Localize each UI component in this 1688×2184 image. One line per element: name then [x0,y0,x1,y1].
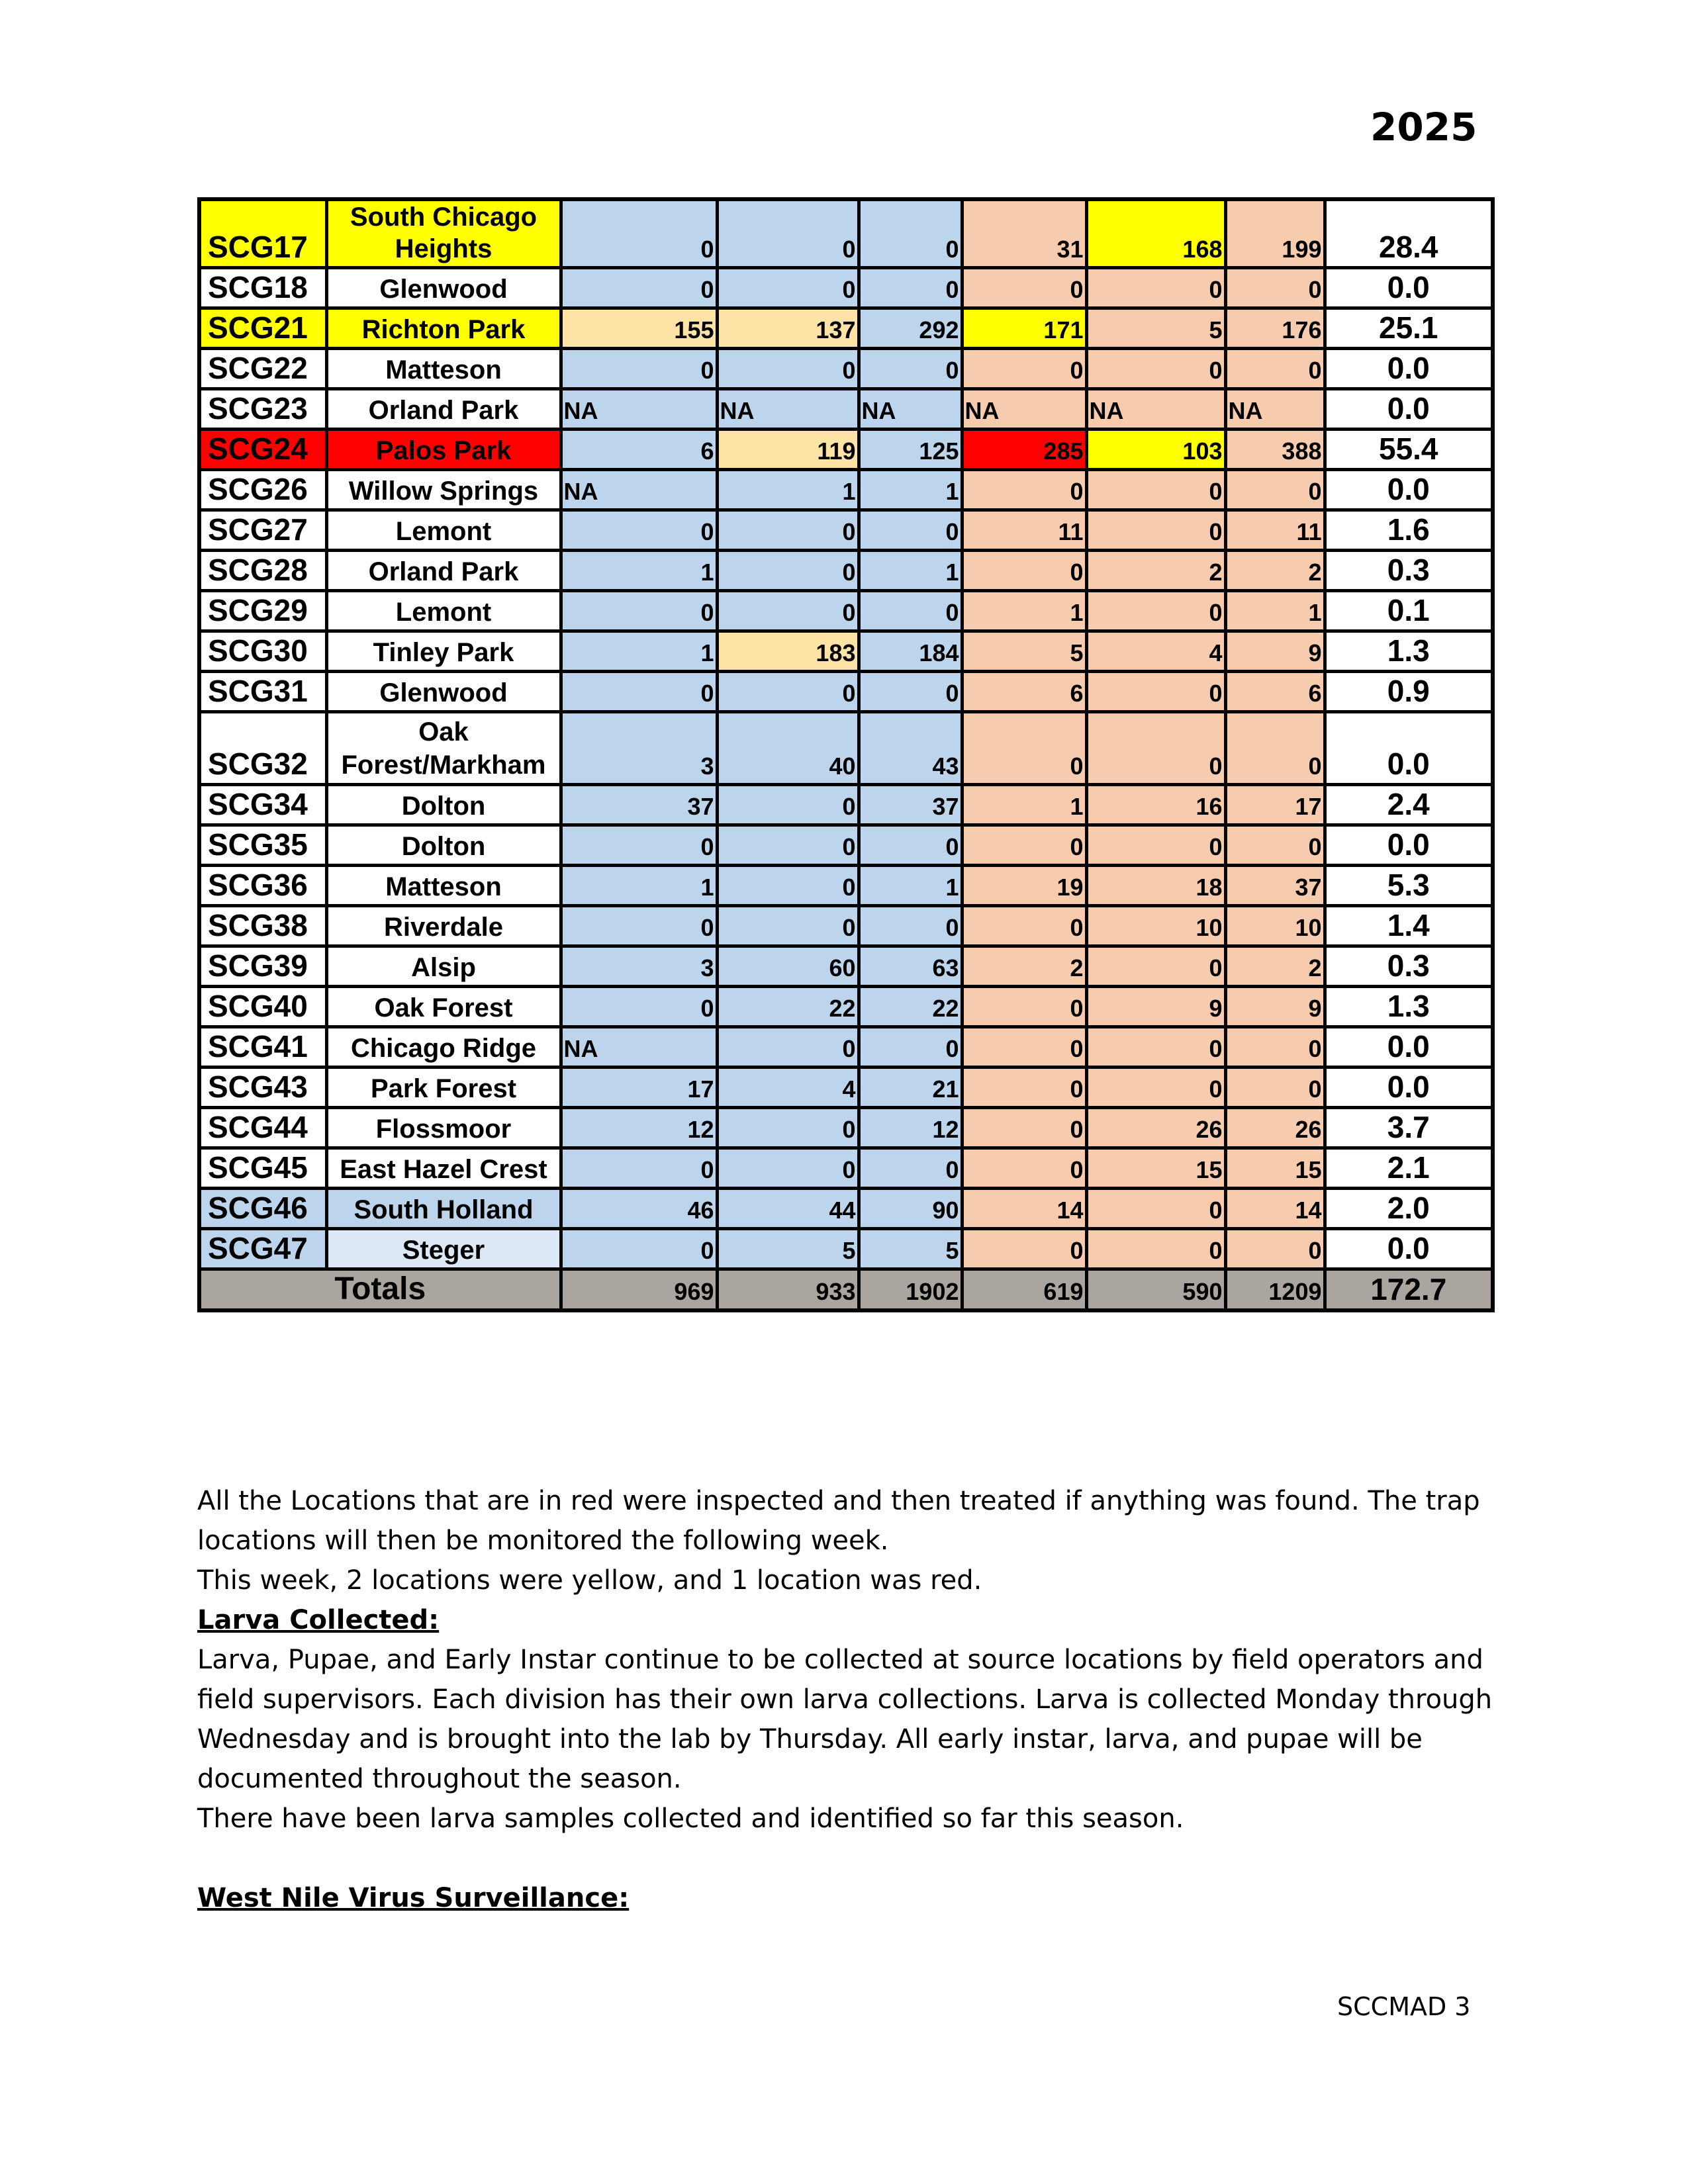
count-cell: 0 [717,551,859,591]
table-row [199,199,1493,268]
count-cell: 0 [859,1148,962,1189]
rate-cell: 1.3 [1325,987,1493,1027]
table-row [199,825,1493,866]
trap-code: SCG30 [199,631,326,672]
count-cell: 14 [1225,1189,1325,1229]
count-cell: 0 [1086,1229,1225,1269]
table-row [199,1148,1493,1189]
trap-location: Chicago Ridge [326,1027,561,1068]
count-cell: 31 [962,199,1086,268]
count-cell: 0 [561,510,717,551]
count-cell: 21 [859,1068,962,1108]
count-cell: 1 [717,470,859,510]
count-cell: 0 [717,825,859,866]
count-cell: 103 [1086,430,1225,470]
trap-code: SCG35 [199,825,326,866]
count-cell: 1 [859,551,962,591]
count-cell: 0 [1086,470,1225,510]
count-cell: NA [561,1027,717,1068]
total-cell: 619 [962,1269,1086,1311]
count-cell: 0 [717,510,859,551]
count-cell: 0 [1086,825,1225,866]
count-cell: 0 [859,349,962,389]
count-cell: 0 [561,825,717,866]
count-cell: 37 [859,785,962,825]
trap-location: South Chicago Heights [326,199,561,268]
rate-cell: 0.3 [1325,551,1493,591]
count-cell: 0 [561,906,717,946]
table-row [199,349,1493,389]
count-cell: 0 [1086,1189,1225,1229]
count-cell: 0 [962,987,1086,1027]
count-cell: NA [859,389,962,430]
trap-code: SCG17 [199,199,326,268]
trap-location: Lemont [326,591,561,631]
table-row [199,987,1493,1027]
count-cell: 0 [717,591,859,631]
count-cell: 9 [1086,987,1225,1027]
rate-cell: 2.4 [1325,785,1493,825]
table-row [199,430,1493,470]
rate-cell: 0.0 [1325,1068,1493,1108]
count-cell: 0 [859,268,962,308]
count-cell: 0 [962,825,1086,866]
trap-location: Riverdale [326,906,561,946]
count-cell: 60 [717,946,859,987]
rate-cell: 25.1 [1325,308,1493,349]
trap-location: Steger [326,1229,561,1269]
count-cell: 0 [962,470,1086,510]
count-cell: 0 [859,1027,962,1068]
trap-code: SCG36 [199,866,326,906]
table-row [199,712,1493,785]
count-cell: 4 [717,1068,859,1108]
total-cell: 1209 [1225,1269,1325,1311]
count-cell: 90 [859,1189,962,1229]
count-cell: 0 [859,591,962,631]
count-cell: 0 [1225,1027,1325,1068]
count-cell: 292 [859,308,962,349]
table-row [199,389,1493,430]
table-row [199,785,1493,825]
trap-code: SCG32 [199,712,326,785]
count-cell: 0 [859,672,962,712]
count-cell: 26 [1225,1108,1325,1148]
trap-code: SCG41 [199,1027,326,1068]
count-cell: 17 [1225,785,1325,825]
total-cell: 590 [1086,1269,1225,1311]
rate-cell: 1.4 [1325,906,1493,946]
count-cell: 5 [717,1229,859,1269]
trap-count-table [197,197,1495,1312]
count-cell: 44 [717,1189,859,1229]
trap-code: SCG45 [199,1148,326,1189]
count-cell: 0 [1086,349,1225,389]
count-cell: 1 [561,551,717,591]
count-cell: 1 [561,631,717,672]
rate-cell: 0.0 [1325,825,1493,866]
count-cell: 0 [1225,1229,1325,1269]
count-cell: 16 [1086,785,1225,825]
count-cell: 0 [1086,946,1225,987]
table-row [199,1229,1493,1269]
count-cell: 183 [717,631,859,672]
table-row [199,510,1493,551]
trap-location: Glenwood [326,672,561,712]
trap-code: SCG27 [199,510,326,551]
larva-collected-heading: Larva Collected: [197,1605,440,1635]
count-cell: 0 [1225,470,1325,510]
rate-cell: 0.0 [1325,470,1493,510]
trap-location: Matteson [326,866,561,906]
trap-code: SCG29 [199,591,326,631]
count-cell: 0 [717,906,859,946]
trap-location: Dolton [326,785,561,825]
table-row [199,672,1493,712]
count-cell: 1 [859,866,962,906]
trap-location: Glenwood [326,268,561,308]
rate-cell: 0.1 [1325,591,1493,631]
table-row [199,470,1493,510]
trap-code: SCG40 [199,987,326,1027]
count-cell: NA [561,389,717,430]
trap-location: Richton Park [326,308,561,349]
count-cell: 137 [717,308,859,349]
count-cell: 1 [962,591,1086,631]
count-cell: 119 [717,430,859,470]
count-cell: 0 [962,1229,1086,1269]
count-cell: 155 [561,308,717,349]
count-cell: 0 [561,591,717,631]
trap-location: Orland Park [326,551,561,591]
table-row [199,1027,1493,1068]
count-cell: 0 [1086,1027,1225,1068]
count-cell: 22 [859,987,962,1027]
total-cell: 969 [561,1269,717,1311]
trap-location: Alsip [326,946,561,987]
count-cell: 0 [1225,712,1325,785]
count-cell: 18 [1086,866,1225,906]
trap-location: Orland Park [326,389,561,430]
totals-label: Totals [199,1269,561,1311]
count-cell: 125 [859,430,962,470]
trap-code: SCG23 [199,389,326,430]
trap-code: SCG39 [199,946,326,987]
count-cell: 0 [1225,825,1325,866]
table-row [199,866,1493,906]
count-cell: 0 [561,349,717,389]
count-cell: 0 [561,199,717,268]
count-cell: 184 [859,631,962,672]
count-cell: 0 [962,712,1086,785]
count-cell: 0 [561,672,717,712]
count-cell: 19 [962,866,1086,906]
count-cell: 0 [1086,712,1225,785]
count-cell: 2 [1225,551,1325,591]
count-cell: 0 [962,1027,1086,1068]
count-cell: NA [1225,389,1325,430]
trap-location: Dolton [326,825,561,866]
count-cell: 11 [1225,510,1325,551]
count-cell: 0 [1086,268,1225,308]
count-cell: 40 [717,712,859,785]
trap-code: SCG24 [199,430,326,470]
count-cell: 0 [561,1148,717,1189]
report-body [197,1481,1495,1918]
count-cell: 5 [859,1229,962,1269]
trap-code: SCG28 [199,551,326,591]
count-cell: 199 [1225,199,1325,268]
count-cell: 1 [561,866,717,906]
count-cell: 14 [962,1189,1086,1229]
page-footer: SCCMAD 3 [1337,1992,1471,2021]
count-cell: 10 [1086,906,1225,946]
rate-cell: 1.6 [1325,510,1493,551]
trap-location: Willow Springs [326,470,561,510]
count-cell: 22 [717,987,859,1027]
count-cell: 0 [962,1068,1086,1108]
count-cell: 2 [1225,946,1325,987]
trap-location: Oak Forest/Markham [326,712,561,785]
count-cell: 0 [717,1148,859,1189]
count-cell: 2 [1086,551,1225,591]
count-cell: 0 [962,1148,1086,1189]
count-cell: 12 [859,1108,962,1148]
trap-code: SCG22 [199,349,326,389]
count-cell: 15 [1225,1148,1325,1189]
trap-location: East Hazel Crest [326,1148,561,1189]
rate-cell: 2.0 [1325,1189,1493,1229]
trap-code: SCG43 [199,1068,326,1108]
count-cell: 0 [717,1108,859,1148]
paragraph-red-locations: All the Locations that are in red were inspected and then treated if anything was found. The trap locations will then be monitored the following week. [197,1486,1480,1556]
count-cell: 0 [717,785,859,825]
count-cell: 0 [859,199,962,268]
trap-location: Lemont [326,510,561,551]
count-cell: 4 [1086,631,1225,672]
total-cell: 1902 [859,1269,962,1311]
count-cell: 37 [1225,866,1325,906]
count-cell: 17 [561,1068,717,1108]
rate-cell: 0.0 [1325,1027,1493,1068]
trap-code: SCG47 [199,1229,326,1269]
trap-code: SCG26 [199,470,326,510]
rate-cell: 1.3 [1325,631,1493,672]
report-year: 2025 [1370,105,1477,150]
trap-location: Matteson [326,349,561,389]
table-row [199,591,1493,631]
trap-code: SCG38 [199,906,326,946]
count-cell: 171 [962,308,1086,349]
trap-code: SCG18 [199,268,326,308]
count-cell: 0 [1086,1068,1225,1108]
count-cell: 0 [1086,510,1225,551]
count-cell: 168 [1086,199,1225,268]
count-cell: 6 [1225,672,1325,712]
table-row [199,308,1493,349]
count-cell: 0 [717,349,859,389]
trap-code: SCG31 [199,672,326,712]
rate-cell: 2.1 [1325,1148,1493,1189]
trap-code: SCG21 [199,308,326,349]
paragraph-weekly-status: This week, 2 locations were yellow, and 1 location was red. [197,1565,982,1596]
trap-location: Flossmoor [326,1108,561,1148]
count-cell: 37 [561,785,717,825]
trap-location: Oak Forest [326,987,561,1027]
count-cell: 63 [859,946,962,987]
rate-cell: 28.4 [1325,199,1493,268]
count-cell: 0 [561,1229,717,1269]
total-cell: 933 [717,1269,859,1311]
rate-cell: 55.4 [1325,430,1493,470]
count-cell: 0 [1086,591,1225,631]
count-cell: 46 [561,1189,717,1229]
table-row [199,1068,1493,1108]
count-cell: 0 [717,672,859,712]
count-cell: 0 [859,510,962,551]
rate-cell: 0.0 [1325,389,1493,430]
rate-cell: 0.9 [1325,672,1493,712]
count-cell: 26 [1086,1108,1225,1148]
count-cell: 0 [561,987,717,1027]
table-row [199,1189,1493,1229]
rate-cell: 3.7 [1325,1108,1493,1148]
count-cell: 0 [717,866,859,906]
table-row [199,906,1493,946]
count-cell: 12 [561,1108,717,1148]
trap-code: SCG34 [199,785,326,825]
count-cell: 0 [962,906,1086,946]
table-row [199,551,1493,591]
count-cell: 11 [962,510,1086,551]
count-cell: 3 [561,712,717,785]
trap-location: Palos Park [326,430,561,470]
count-cell: 0 [962,551,1086,591]
count-cell: 0 [561,268,717,308]
trap-code: SCG44 [199,1108,326,1148]
rate-cell: 5.3 [1325,866,1493,906]
wnv-surveillance-heading: West Nile Virus Surveillance: [197,1883,630,1913]
count-cell: NA [1086,389,1225,430]
count-cell: NA [561,470,717,510]
count-cell: 388 [1225,430,1325,470]
count-cell: 0 [859,906,962,946]
count-cell: 9 [1225,987,1325,1027]
count-cell: 15 [1086,1148,1225,1189]
count-cell: 5 [962,631,1086,672]
count-cell: 9 [1225,631,1325,672]
trap-location: Park Forest [326,1068,561,1108]
count-cell: 0 [717,268,859,308]
totals-row [199,1269,1493,1311]
paragraph-larva-samples: There have been larva samples collected and identified so far this season. [197,1803,1184,1834]
count-cell: 0 [717,199,859,268]
count-cell: 0 [859,825,962,866]
count-cell: 0 [962,268,1086,308]
count-cell: 0 [1086,672,1225,712]
paragraph-larva-collection: Larva, Pupae, and Early Instar continue to be collected at source locations by field operators and field supervisors. Each division has their own larva collections. Larva is collected Monday through Wednesday and is brought into the lab by Thursday. All early instar, larva, and pupae will be documented throughout the season. [197,1645,1493,1794]
count-cell: 43 [859,712,962,785]
count-cell: 1 [1225,591,1325,631]
count-cell: 1 [859,470,962,510]
rate-cell: 0.0 [1325,712,1493,785]
count-cell: 3 [561,946,717,987]
table-row [199,268,1493,308]
count-cell: 0 [1225,268,1325,308]
count-cell: 10 [1225,906,1325,946]
trap-location: South Holland [326,1189,561,1229]
count-cell: 0 [962,349,1086,389]
count-cell: 6 [561,430,717,470]
count-cell: 285 [962,430,1086,470]
count-cell: 5 [1086,308,1225,349]
count-cell: 0 [962,1108,1086,1148]
spacer [197,1839,1495,1878]
count-cell: 176 [1225,308,1325,349]
rate-cell: 0.0 [1325,1229,1493,1269]
table-row [199,946,1493,987]
count-cell: 6 [962,672,1086,712]
table-row [199,631,1493,672]
count-cell: NA [717,389,859,430]
rate-cell: 0.3 [1325,946,1493,987]
count-cell: 0 [1225,1068,1325,1108]
total-rate-cell: 172.7 [1325,1269,1493,1311]
trap-code: SCG46 [199,1189,326,1229]
count-cell: NA [962,389,1086,430]
rate-cell: 0.0 [1325,268,1493,308]
table-row [199,1108,1493,1148]
trap-location: Tinley Park [326,631,561,672]
count-cell: 2 [962,946,1086,987]
count-cell: 0 [717,1027,859,1068]
count-cell: 0 [1225,349,1325,389]
count-cell: 1 [962,785,1086,825]
rate-cell: 0.0 [1325,349,1493,389]
